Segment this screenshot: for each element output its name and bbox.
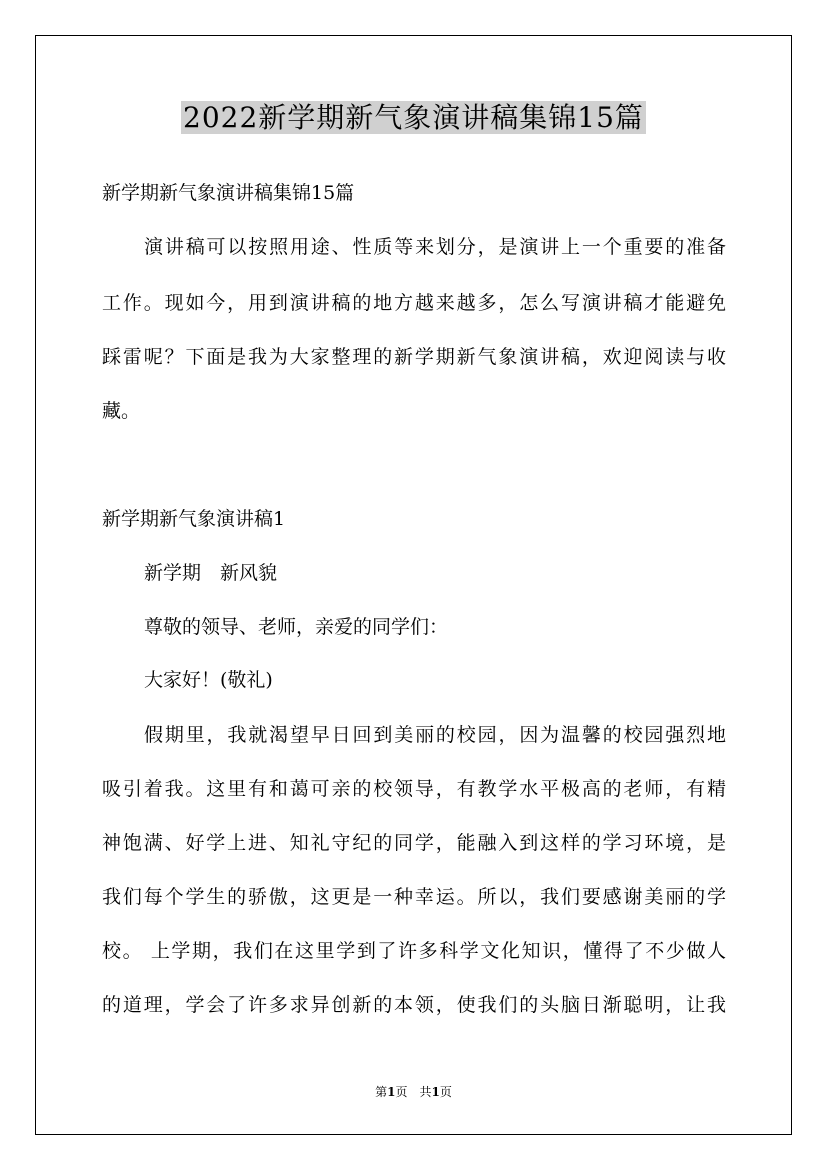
section-heading: 新学期新气象演讲稿1	[102, 508, 286, 530]
intro-line-4: 藏。	[102, 400, 141, 422]
salutation: 尊敬的领导、老师，亲爱的同学们：	[144, 616, 449, 638]
footer-page-total: 1	[431, 1085, 440, 1099]
footer-page-number: 1	[387, 1085, 396, 1099]
document-title: 2022新学期新气象演讲稿集锦15篇	[183, 101, 644, 134]
speech-title: 新学期 新风貌	[144, 562, 278, 584]
page-footer	[0, 1083, 827, 1101]
intro-line-2: 工作。现如今，用到演讲稿的地方越来越多，怎么写演讲稿才能避免	[102, 292, 726, 314]
body-line-6: 的道理，学会了许多求异创新的本领，使我们的头脑日渐聪明，让我	[102, 994, 726, 1016]
body-line-1: 假期里，我就渴望早日回到美丽的校园，因为温馨的校园强烈地	[144, 724, 726, 746]
document-title-wrap	[0, 96, 827, 140]
body-line-3: 神饱满、好学上进、知礼守纪的同学，能融入到这样的学习环境，是	[102, 832, 726, 854]
intro-line-1: 演讲稿可以按照用途、性质等来划分，是演讲上一个重要的准备	[144, 236, 726, 258]
footer-prefix: 第	[375, 1085, 388, 1099]
greeting: 大家好！(敬礼)	[144, 669, 273, 691]
intro-line-3: 踩雷呢？下面是我为大家整理的新学期新气象演讲稿，欢迎阅读与收	[102, 346, 726, 368]
footer-middle: 页 共	[395, 1085, 432, 1099]
subtitle: 新学期新气象演讲稿集锦15篇	[102, 182, 355, 204]
body-line-2: 吸引着我。这里有和蔼可亲的校领导，有教学水平极高的老师，有精	[102, 778, 726, 800]
footer-suffix: 页	[439, 1085, 452, 1099]
body-line-5: 校。 上学期，我们在这里学到了许多科学文化知识，懂得了不少做人	[102, 940, 726, 962]
body-line-4: 我们每个学生的骄傲，这更是一种幸运。所以，我们要感谢美丽的学	[102, 886, 726, 908]
